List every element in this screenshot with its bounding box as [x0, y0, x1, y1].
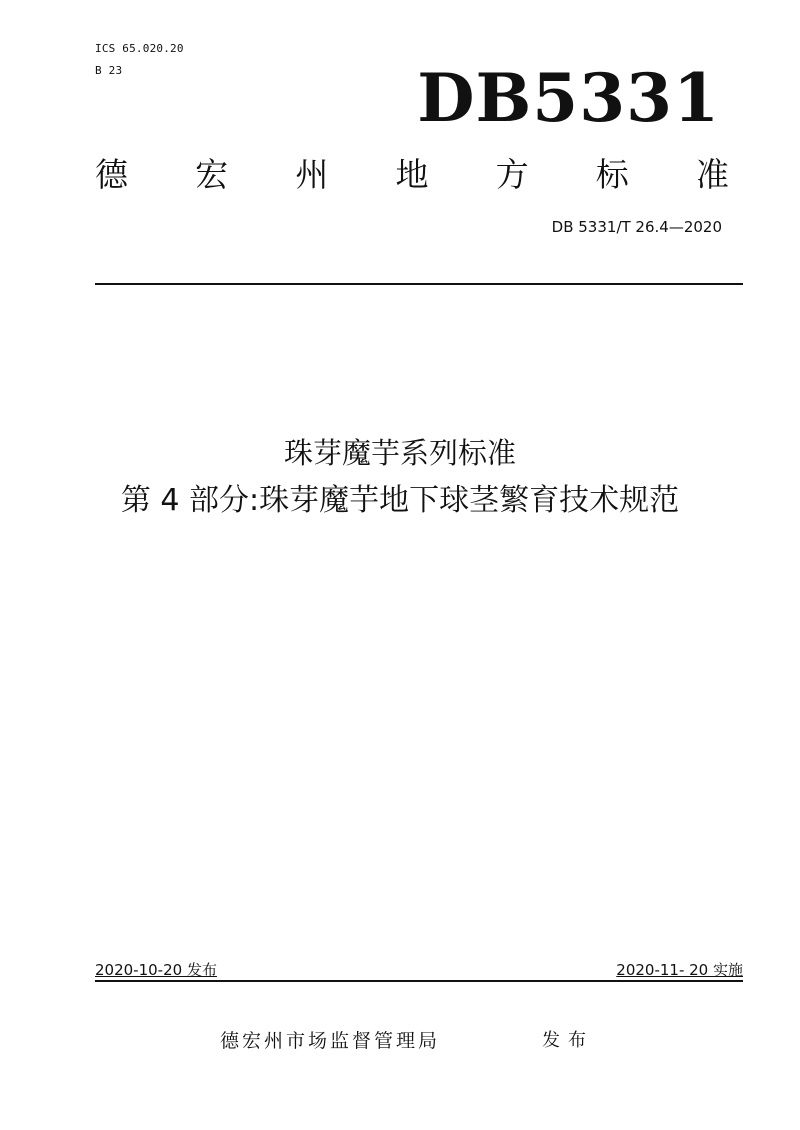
- standard-type-char: 州: [295, 155, 329, 194]
- standard-type-char: 方: [495, 155, 529, 194]
- standard-code-heading: DB5331: [417, 59, 720, 137]
- standard-type-char: 德: [95, 155, 128, 194]
- document-title-series: 珠芽魔芋系列标准: [283, 436, 516, 470]
- issuing-authority: 德宏州市场监督管理局: [220, 1030, 441, 1052]
- ccs-code: B 23: [95, 64, 123, 77]
- standard-number: DB 5331/T 26.4—2020: [551, 218, 722, 236]
- implement-date: 2020-11- 20 实施: [616, 961, 743, 979]
- standard-type-char: 准: [695, 155, 729, 194]
- standard-type-char: 地: [395, 155, 429, 194]
- standard-type-heading: [95, 152, 729, 198]
- document-title-part: 第 4 部分:珠芽魔芋地下球茎繁育技术规范: [120, 483, 680, 518]
- standard-type-char: 标: [595, 155, 629, 194]
- top-divider: [95, 283, 743, 285]
- bottom-divider: [95, 980, 743, 982]
- ics-code: ICS 65.020.20: [95, 42, 184, 55]
- issue-label: 发布: [542, 1030, 594, 1051]
- publish-date: 2020-10-20 发布: [95, 961, 217, 979]
- standard-type-char: 宏: [195, 155, 229, 194]
